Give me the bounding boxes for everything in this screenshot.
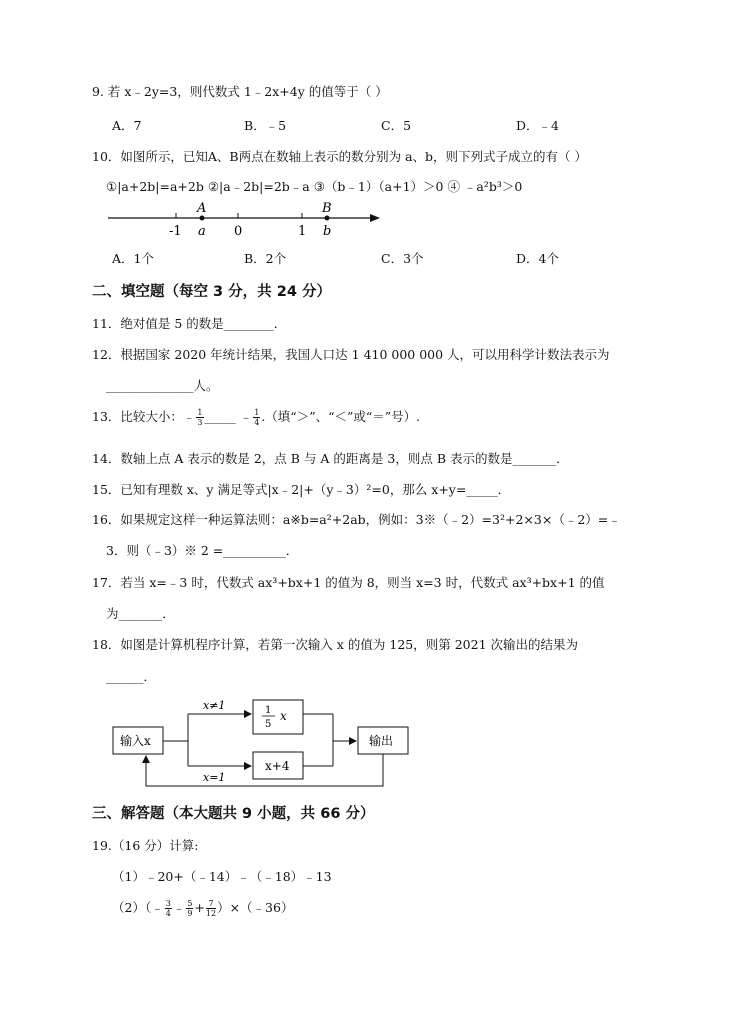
- q19-part2-prefix: （2）（﹣: [112, 900, 164, 915]
- condition-not-one: x≠1: [203, 699, 226, 712]
- q13-suffix: .（填“＞”、“＜”或“＝”号）.: [261, 409, 421, 424]
- tick-label-one: 1: [298, 224, 307, 239]
- program-flowchart: [108, 694, 418, 796]
- section-2-title: 二、填空题（每空 3 分，共 24 分）: [92, 284, 331, 300]
- point-b-value: b: [323, 224, 332, 239]
- question-19-part1: （1）﹣20+（﹣14）﹣（﹣18）﹣13: [112, 869, 332, 884]
- q13-frac1-den: 3: [197, 418, 203, 427]
- q13-fraction-1: [196, 408, 203, 427]
- add-four-label: x+4: [265, 759, 290, 773]
- q10-statements: ①|a+2b|=a+2b ②|a﹣2b|=2b﹣a ③（b﹣1）（a+1）＞0 ④ ﹣a²b³＞0: [106, 179, 523, 194]
- question-17-line1: 17．若当 x=﹣3 时，代数式 ax³+bx+1 的值为 8，则当 x=3 时，代数式 ax³+bx+1 的值: [92, 575, 605, 590]
- point-a-dot: [200, 216, 205, 221]
- q10-option-c: C．3个: [381, 251, 424, 266]
- point-b-label: B: [322, 201, 332, 216]
- q19-f2-num: 5: [187, 899, 193, 908]
- question-19-part2: [112, 898, 293, 918]
- question-14: 14．数轴上点 A 表示的数是 2，点 B 与 A 的距离是 3，则点 B 表示的数是_______．: [92, 451, 569, 466]
- q19-fraction-1: [165, 899, 172, 918]
- section-3-title: 三、解答题（本大题共 9 小题，共 66 分）: [92, 806, 375, 822]
- q19-op1: ﹣: [172, 900, 186, 915]
- number-line-arrow: [370, 214, 380, 222]
- q19-f3-num: 7: [206, 899, 216, 909]
- q13-middle: _____ ﹣: [204, 409, 253, 424]
- fraction-denominator: 5: [265, 719, 272, 730]
- question-12-line2: ______________人。: [106, 378, 219, 393]
- q13-prefix: 13．比较大小：﹣: [92, 409, 196, 424]
- q9-option-c: C．5: [381, 118, 412, 133]
- q19-f2-den: 9: [187, 909, 193, 918]
- number-line-figure: [104, 199, 394, 241]
- question-10-stem: 10．如图所示，已知A、B两点在数轴上表示的数分别为 a、b，则下列式子成立的有（ ）: [92, 149, 588, 164]
- fraction-numerator: 1: [265, 705, 272, 716]
- question-18-line1: 18．如图是计算机程序计算，若第一次输入 x 的值为 125，则第 2021 次输出的结果为: [92, 637, 578, 652]
- question-15: 15．已知有理数 x、y 满足等式|x﹣2|+（y﹣3）²=0，那么 x+y=_____．: [92, 482, 511, 497]
- q13-frac2-den: 4: [254, 418, 260, 427]
- q19-fraction-2: [186, 899, 193, 918]
- question-12-line1: 12．根据国家 2020 年统计结果，我国人口达 1 410 000 000 人，可以用科学计数法表示为: [92, 347, 610, 362]
- q10-option-b: B．2个: [244, 251, 287, 266]
- point-b-dot: [325, 216, 330, 221]
- q9-option-d: D．﹣4: [516, 118, 559, 133]
- question-19-stem: 19.（16 分）计算:: [92, 838, 199, 853]
- question-13: [92, 407, 420, 427]
- output-label: 输出: [369, 734, 394, 748]
- q9-option-a: A．7: [112, 118, 142, 133]
- question-16-line2: 3．则（﹣3）※ 2 =__________．: [106, 543, 299, 558]
- q19-op2: +: [194, 900, 205, 915]
- question-17-line2: 为_______．: [106, 606, 175, 621]
- input-label: 输入x: [120, 734, 151, 748]
- tick-label-minus-one: -1: [169, 224, 182, 239]
- q19-f1-den: 4: [165, 909, 171, 918]
- q10-option-d: D．4个: [516, 251, 559, 266]
- q19-part2-suffix: ）×（﹣36）: [217, 900, 294, 915]
- multiply-box: [253, 700, 303, 734]
- fraction-variable: x: [280, 709, 287, 723]
- q9-option-b: B．﹣5: [244, 118, 287, 133]
- question-18-line2: ______．: [106, 669, 157, 684]
- q13-fraction-2: [253, 408, 260, 427]
- question-16-line1: 16．如果规定这样一种运算法则：a※b=a²+2ab，例如：3※（﹣2）=3²+2×3×（﹣2）=﹣: [92, 512, 621, 527]
- q10-option-a: A．1个: [112, 251, 154, 266]
- question-11: 11．绝对值是 5 的数是________．: [92, 316, 287, 331]
- q19-f3-den: 12: [205, 909, 217, 918]
- q13-frac1-num: 1: [197, 408, 203, 417]
- q13-frac2-num: 1: [254, 408, 260, 417]
- point-a-value: a: [198, 224, 206, 239]
- q19-fraction-3: [206, 899, 216, 918]
- q19-f1-num: 3: [165, 899, 171, 908]
- point-a-label: A: [197, 201, 207, 216]
- condition-equals-one: x=1: [203, 771, 226, 784]
- question-9-stem: 9. 若 x﹣2y=3，则代数式 1﹣2x+4y 的值等于（ ）: [92, 84, 388, 99]
- tick-label-zero: 0: [234, 224, 243, 239]
